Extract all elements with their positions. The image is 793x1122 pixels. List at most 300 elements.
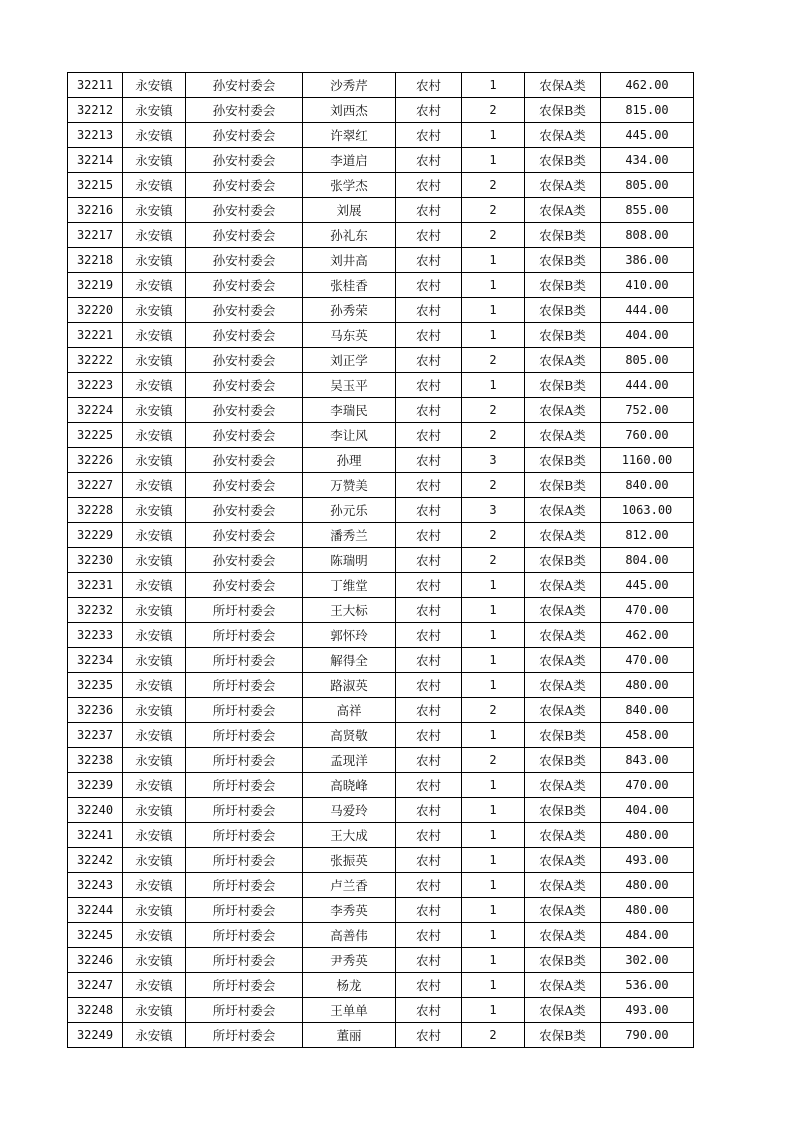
record-id-cell: 32233	[68, 623, 123, 648]
table-row	[68, 698, 694, 723]
amount-cell: 815.00	[601, 98, 694, 123]
town-cell: 永安镇	[123, 223, 186, 248]
insurance-category-cell: 农保A类	[525, 73, 601, 98]
amount-cell: 484.00	[601, 923, 694, 948]
record-id-cell: 32216	[68, 198, 123, 223]
insurance-category-cell: 农保B类	[525, 723, 601, 748]
insurance-category-cell: 农保B类	[525, 748, 601, 773]
person-name-cell: 李秀英	[303, 898, 396, 923]
table-row	[68, 848, 694, 873]
household-count-cell: 1	[462, 323, 525, 348]
amount-cell: 434.00	[601, 148, 694, 173]
record-id-cell: 32228	[68, 498, 123, 523]
town-cell: 永安镇	[123, 448, 186, 473]
table-row	[68, 123, 694, 148]
person-name-cell: 高善伟	[303, 923, 396, 948]
area-type-cell: 农村	[396, 148, 462, 173]
table-row	[68, 298, 694, 323]
village-committee-cell: 孙安村委会	[186, 473, 303, 498]
amount-cell: 470.00	[601, 648, 694, 673]
insurance-category-cell: 农保A类	[525, 848, 601, 873]
household-count-cell: 1	[462, 898, 525, 923]
area-type-cell: 农村	[396, 673, 462, 698]
town-cell: 永安镇	[123, 573, 186, 598]
table-row	[68, 648, 694, 673]
village-committee-cell: 所圩村委会	[186, 673, 303, 698]
town-cell: 永安镇	[123, 1023, 186, 1048]
person-name-cell: 刘西杰	[303, 98, 396, 123]
table-row	[68, 898, 694, 923]
insurance-category-cell: 农保A类	[525, 598, 601, 623]
household-count-cell: 3	[462, 448, 525, 473]
area-type-cell: 农村	[396, 973, 462, 998]
town-cell: 永安镇	[123, 623, 186, 648]
table-row	[68, 873, 694, 898]
household-count-cell: 1	[462, 648, 525, 673]
record-id-cell: 32232	[68, 598, 123, 623]
village-committee-cell: 所圩村委会	[186, 873, 303, 898]
record-id-cell: 32245	[68, 923, 123, 948]
town-cell: 永安镇	[123, 823, 186, 848]
record-id-cell: 32229	[68, 523, 123, 548]
household-count-cell: 1	[462, 73, 525, 98]
person-name-cell: 王大成	[303, 823, 396, 848]
person-name-cell: 董丽	[303, 1023, 396, 1048]
household-count-cell: 2	[462, 473, 525, 498]
amount-cell: 470.00	[601, 598, 694, 623]
village-committee-cell: 孙安村委会	[186, 373, 303, 398]
area-type-cell: 农村	[396, 948, 462, 973]
table-row	[68, 623, 694, 648]
village-committee-cell: 孙安村委会	[186, 348, 303, 373]
table-row	[68, 523, 694, 548]
village-committee-cell: 孙安村委会	[186, 273, 303, 298]
household-count-cell: 2	[462, 223, 525, 248]
table-row	[68, 773, 694, 798]
person-name-cell: 卢兰香	[303, 873, 396, 898]
area-type-cell: 农村	[396, 523, 462, 548]
village-committee-cell: 所圩村委会	[186, 623, 303, 648]
town-cell: 永安镇	[123, 248, 186, 273]
village-committee-cell: 孙安村委会	[186, 98, 303, 123]
insurance-category-cell: 农保A类	[525, 923, 601, 948]
record-id-cell: 32214	[68, 148, 123, 173]
village-committee-cell: 所圩村委会	[186, 898, 303, 923]
household-count-cell: 1	[462, 973, 525, 998]
household-count-cell: 3	[462, 498, 525, 523]
amount-cell: 462.00	[601, 623, 694, 648]
amount-cell: 808.00	[601, 223, 694, 248]
village-committee-cell: 孙安村委会	[186, 398, 303, 423]
household-count-cell: 2	[462, 198, 525, 223]
insurance-category-cell: 农保A类	[525, 898, 601, 923]
insurance-category-cell: 农保A类	[525, 823, 601, 848]
person-name-cell: 丁维堂	[303, 573, 396, 598]
amount-cell: 458.00	[601, 723, 694, 748]
person-name-cell: 吴玉平	[303, 373, 396, 398]
record-id-cell: 32217	[68, 223, 123, 248]
town-cell: 永安镇	[123, 873, 186, 898]
table-row	[68, 423, 694, 448]
table-row	[68, 723, 694, 748]
area-type-cell: 农村	[396, 323, 462, 348]
insurance-category-cell: 农保A类	[525, 123, 601, 148]
household-count-cell: 1	[462, 823, 525, 848]
insurance-category-cell: 农保A类	[525, 623, 601, 648]
household-count-cell: 1	[462, 573, 525, 598]
town-cell: 永安镇	[123, 323, 186, 348]
table-row	[68, 448, 694, 473]
insurance-category-cell: 农保A类	[525, 498, 601, 523]
area-type-cell: 农村	[396, 73, 462, 98]
area-type-cell: 农村	[396, 798, 462, 823]
insurance-category-cell: 农保A类	[525, 348, 601, 373]
record-id-cell: 32230	[68, 548, 123, 573]
person-name-cell: 孙秀荣	[303, 298, 396, 323]
record-id-cell: 32234	[68, 648, 123, 673]
town-cell: 永安镇	[123, 598, 186, 623]
village-committee-cell: 孙安村委会	[186, 223, 303, 248]
insurance-category-cell: 农保A类	[525, 773, 601, 798]
insurance-category-cell: 农保A类	[525, 973, 601, 998]
table-row	[68, 73, 694, 98]
insurance-category-cell: 农保A类	[525, 998, 601, 1023]
household-count-cell: 1	[462, 148, 525, 173]
insurance-category-cell: 农保B类	[525, 298, 601, 323]
person-name-cell: 孙礼东	[303, 223, 396, 248]
table-row	[68, 923, 694, 948]
person-name-cell: 尹秀英	[303, 948, 396, 973]
insurance-category-cell: 农保A类	[525, 173, 601, 198]
area-type-cell: 农村	[396, 998, 462, 1023]
amount-cell: 444.00	[601, 298, 694, 323]
household-count-cell: 1	[462, 623, 525, 648]
amount-cell: 410.00	[601, 273, 694, 298]
amount-cell: 843.00	[601, 748, 694, 773]
household-count-cell: 1	[462, 873, 525, 898]
table-body	[68, 73, 694, 1048]
amount-cell: 493.00	[601, 998, 694, 1023]
record-id-cell: 32248	[68, 998, 123, 1023]
person-name-cell: 孙元乐	[303, 498, 396, 523]
table-row	[68, 1023, 694, 1048]
person-name-cell: 刘展	[303, 198, 396, 223]
amount-cell: 480.00	[601, 873, 694, 898]
town-cell: 永安镇	[123, 73, 186, 98]
town-cell: 永安镇	[123, 273, 186, 298]
area-type-cell: 农村	[396, 923, 462, 948]
record-id-cell: 32226	[68, 448, 123, 473]
insurance-category-cell: 农保B类	[525, 473, 601, 498]
person-name-cell: 李让风	[303, 423, 396, 448]
village-committee-cell: 所圩村委会	[186, 723, 303, 748]
household-count-cell: 2	[462, 173, 525, 198]
person-name-cell: 沙秀芹	[303, 73, 396, 98]
household-count-cell: 1	[462, 298, 525, 323]
table-row	[68, 173, 694, 198]
table-row	[68, 348, 694, 373]
table-row	[68, 823, 694, 848]
area-type-cell: 农村	[396, 773, 462, 798]
record-id-cell: 32221	[68, 323, 123, 348]
amount-cell: 480.00	[601, 823, 694, 848]
amount-cell: 386.00	[601, 248, 694, 273]
insurance-category-cell: 农保B类	[525, 223, 601, 248]
insurance-category-cell: 农保B类	[525, 1023, 601, 1048]
household-count-cell: 2	[462, 548, 525, 573]
amount-cell: 840.00	[601, 698, 694, 723]
record-id-cell: 32238	[68, 748, 123, 773]
town-cell: 永安镇	[123, 748, 186, 773]
insurance-category-cell: 农保B类	[525, 948, 601, 973]
table-row	[68, 948, 694, 973]
amount-cell: 470.00	[601, 773, 694, 798]
area-type-cell: 农村	[396, 748, 462, 773]
table-row	[68, 273, 694, 298]
area-type-cell: 农村	[396, 98, 462, 123]
town-cell: 永安镇	[123, 723, 186, 748]
area-type-cell: 农村	[396, 498, 462, 523]
area-type-cell: 农村	[396, 473, 462, 498]
person-name-cell: 刘正学	[303, 348, 396, 373]
household-count-cell: 2	[462, 523, 525, 548]
household-count-cell: 2	[462, 1023, 525, 1048]
area-type-cell: 农村	[396, 823, 462, 848]
town-cell: 永安镇	[123, 698, 186, 723]
area-type-cell: 农村	[396, 873, 462, 898]
insurance-category-cell: 农保A类	[525, 398, 601, 423]
village-committee-cell: 孙安村委会	[186, 298, 303, 323]
village-committee-cell: 孙安村委会	[186, 248, 303, 273]
record-id-cell: 32215	[68, 173, 123, 198]
insurance-category-cell: 农保B类	[525, 148, 601, 173]
village-committee-cell: 孙安村委会	[186, 448, 303, 473]
person-name-cell: 张桂香	[303, 273, 396, 298]
amount-cell: 493.00	[601, 848, 694, 873]
amount-cell: 1160.00	[601, 448, 694, 473]
amount-cell: 855.00	[601, 198, 694, 223]
town-cell: 永安镇	[123, 773, 186, 798]
town-cell: 永安镇	[123, 423, 186, 448]
village-committee-cell: 所圩村委会	[186, 773, 303, 798]
village-committee-cell: 所圩村委会	[186, 1023, 303, 1048]
person-name-cell: 高晓峰	[303, 773, 396, 798]
area-type-cell: 农村	[396, 598, 462, 623]
table-row	[68, 373, 694, 398]
household-count-cell: 2	[462, 698, 525, 723]
village-committee-cell: 孙安村委会	[186, 123, 303, 148]
table-row	[68, 548, 694, 573]
amount-cell: 462.00	[601, 73, 694, 98]
insurance-category-cell: 农保A类	[525, 873, 601, 898]
insurance-category-cell: 农保B类	[525, 548, 601, 573]
amount-cell: 1063.00	[601, 498, 694, 523]
insurance-category-cell: 农保A类	[525, 673, 601, 698]
village-committee-cell: 孙安村委会	[186, 323, 303, 348]
table-row	[68, 323, 694, 348]
amount-cell: 404.00	[601, 323, 694, 348]
record-id-cell: 32243	[68, 873, 123, 898]
insurance-category-cell: 农保A类	[525, 198, 601, 223]
area-type-cell: 农村	[396, 698, 462, 723]
household-count-cell: 2	[462, 98, 525, 123]
record-id-cell: 32242	[68, 848, 123, 873]
amount-cell: 790.00	[601, 1023, 694, 1048]
household-count-cell: 1	[462, 948, 525, 973]
town-cell: 永安镇	[123, 673, 186, 698]
amount-cell: 445.00	[601, 123, 694, 148]
insurance-category-cell: 农保B类	[525, 323, 601, 348]
amount-cell: 480.00	[601, 898, 694, 923]
table-row	[68, 398, 694, 423]
area-type-cell: 农村	[396, 448, 462, 473]
household-count-cell: 2	[462, 423, 525, 448]
area-type-cell: 农村	[396, 223, 462, 248]
village-committee-cell: 孙安村委会	[186, 498, 303, 523]
person-name-cell: 潘秀兰	[303, 523, 396, 548]
record-id-cell: 32247	[68, 973, 123, 998]
person-name-cell: 孟现洋	[303, 748, 396, 773]
insurance-category-cell: 农保A类	[525, 573, 601, 598]
table-row	[68, 98, 694, 123]
record-id-cell: 32227	[68, 473, 123, 498]
record-id-cell: 32241	[68, 823, 123, 848]
insurance-category-cell: 农保A类	[525, 423, 601, 448]
village-committee-cell: 孙安村委会	[186, 73, 303, 98]
table-row	[68, 673, 694, 698]
area-type-cell: 农村	[396, 423, 462, 448]
town-cell: 永安镇	[123, 348, 186, 373]
amount-cell: 404.00	[601, 798, 694, 823]
village-committee-cell: 所圩村委会	[186, 923, 303, 948]
village-committee-cell: 所圩村委会	[186, 748, 303, 773]
table-row	[68, 973, 694, 998]
insurance-category-cell: 农保A类	[525, 698, 601, 723]
village-committee-cell: 所圩村委会	[186, 998, 303, 1023]
table-row	[68, 573, 694, 598]
amount-cell: 752.00	[601, 398, 694, 423]
town-cell: 永安镇	[123, 648, 186, 673]
amount-cell: 302.00	[601, 948, 694, 973]
person-name-cell: 马东英	[303, 323, 396, 348]
household-count-cell: 1	[462, 798, 525, 823]
town-cell: 永安镇	[123, 948, 186, 973]
amount-cell: 445.00	[601, 573, 694, 598]
household-count-cell: 1	[462, 773, 525, 798]
area-type-cell: 农村	[396, 173, 462, 198]
household-count-cell: 2	[462, 348, 525, 373]
household-count-cell: 1	[462, 923, 525, 948]
person-name-cell: 张学杰	[303, 173, 396, 198]
person-name-cell: 王大标	[303, 598, 396, 623]
town-cell: 永安镇	[123, 548, 186, 573]
table-row	[68, 998, 694, 1023]
person-name-cell: 杨龙	[303, 973, 396, 998]
area-type-cell: 农村	[396, 123, 462, 148]
table-row	[68, 198, 694, 223]
household-count-cell: 1	[462, 848, 525, 873]
area-type-cell: 农村	[396, 623, 462, 648]
record-id-cell: 32249	[68, 1023, 123, 1048]
village-committee-cell: 孙安村委会	[186, 198, 303, 223]
town-cell: 永安镇	[123, 523, 186, 548]
insurance-category-cell: 农保B类	[525, 798, 601, 823]
amount-cell: 480.00	[601, 673, 694, 698]
village-committee-cell: 孙安村委会	[186, 148, 303, 173]
town-cell: 永安镇	[123, 123, 186, 148]
amount-cell: 760.00	[601, 423, 694, 448]
person-name-cell: 李道启	[303, 148, 396, 173]
person-name-cell: 孙理	[303, 448, 396, 473]
insurance-category-cell: 农保B类	[525, 98, 601, 123]
household-count-cell: 2	[462, 398, 525, 423]
amount-cell: 812.00	[601, 523, 694, 548]
household-count-cell: 1	[462, 998, 525, 1023]
insurance-category-cell: 农保A类	[525, 648, 601, 673]
person-name-cell: 马爱玲	[303, 798, 396, 823]
person-name-cell: 陈瑞明	[303, 548, 396, 573]
village-committee-cell: 孙安村委会	[186, 523, 303, 548]
table-row	[68, 598, 694, 623]
village-committee-cell: 孙安村委会	[186, 548, 303, 573]
household-count-cell: 1	[462, 123, 525, 148]
area-type-cell: 农村	[396, 723, 462, 748]
household-count-cell: 1	[462, 373, 525, 398]
amount-cell: 840.00	[601, 473, 694, 498]
subsidy-table	[67, 72, 694, 1048]
village-committee-cell: 所圩村委会	[186, 698, 303, 723]
record-id-cell: 32220	[68, 298, 123, 323]
table-row	[68, 498, 694, 523]
record-id-cell: 32235	[68, 673, 123, 698]
record-id-cell: 32223	[68, 373, 123, 398]
town-cell: 永安镇	[123, 923, 186, 948]
amount-cell: 536.00	[601, 973, 694, 998]
town-cell: 永安镇	[123, 198, 186, 223]
person-name-cell: 高祥	[303, 698, 396, 723]
household-count-cell: 1	[462, 248, 525, 273]
record-id-cell: 32236	[68, 698, 123, 723]
village-committee-cell: 所圩村委会	[186, 798, 303, 823]
amount-cell: 804.00	[601, 548, 694, 573]
town-cell: 永安镇	[123, 298, 186, 323]
town-cell: 永安镇	[123, 148, 186, 173]
record-id-cell: 32222	[68, 348, 123, 373]
record-id-cell: 32219	[68, 273, 123, 298]
person-name-cell: 许翠红	[303, 123, 396, 148]
area-type-cell: 农村	[396, 548, 462, 573]
insurance-category-cell: 农保B类	[525, 248, 601, 273]
amount-cell: 805.00	[601, 173, 694, 198]
village-committee-cell: 所圩村委会	[186, 973, 303, 998]
area-type-cell: 农村	[396, 248, 462, 273]
person-name-cell: 郭怀玲	[303, 623, 396, 648]
area-type-cell: 农村	[396, 573, 462, 598]
household-count-cell: 1	[462, 598, 525, 623]
insurance-category-cell: 农保A类	[525, 523, 601, 548]
village-committee-cell: 孙安村委会	[186, 423, 303, 448]
area-type-cell: 农村	[396, 348, 462, 373]
table-row	[68, 798, 694, 823]
town-cell: 永安镇	[123, 373, 186, 398]
amount-cell: 805.00	[601, 348, 694, 373]
record-id-cell: 32225	[68, 423, 123, 448]
town-cell: 永安镇	[123, 98, 186, 123]
village-committee-cell: 孙安村委会	[186, 173, 303, 198]
person-name-cell: 王单单	[303, 998, 396, 1023]
town-cell: 永安镇	[123, 473, 186, 498]
town-cell: 永安镇	[123, 798, 186, 823]
